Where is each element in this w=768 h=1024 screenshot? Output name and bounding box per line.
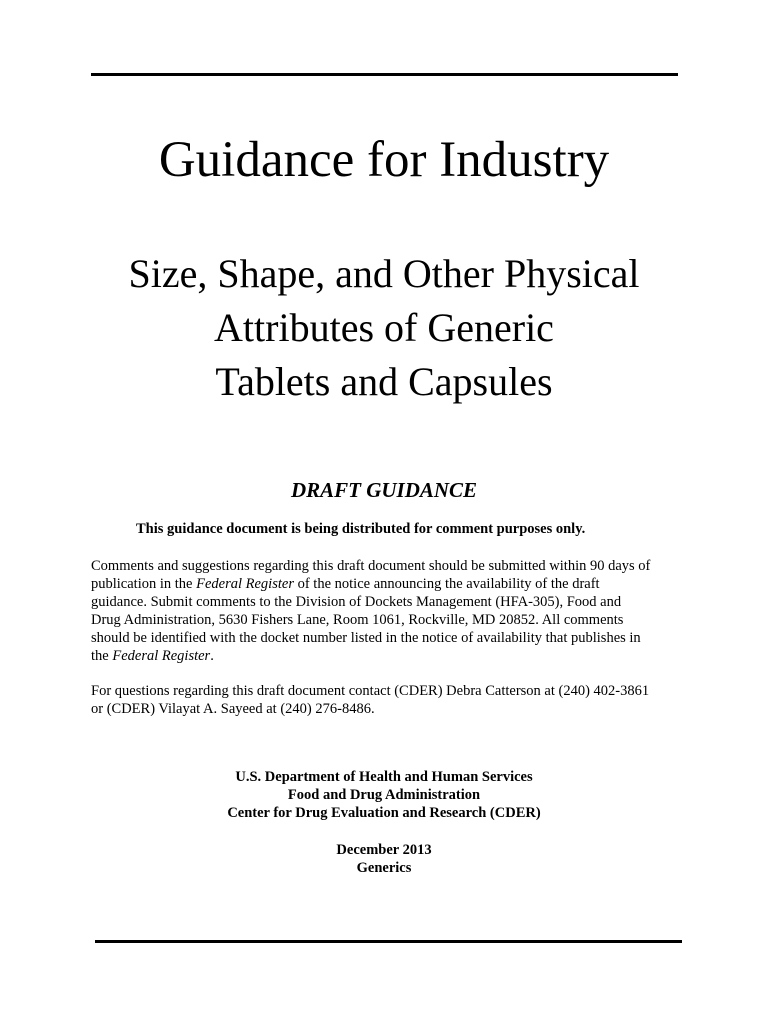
paragraph-line: Comments and suggestions regarding this draft document should be submitted within 90 days of (91, 558, 651, 574)
agency-block (0, 768, 768, 822)
paragraph-line: or (CDER) Vilayat A. Sayeed at (240) 276-8486. (91, 701, 375, 717)
text-segment: publication in the (91, 576, 197, 592)
text-segment: . (210, 648, 214, 664)
subtitle-line: Attributes of Generic (214, 305, 554, 350)
distribution-notice: This guidance document is being distributed for comment purposes only. (136, 521, 586, 537)
agency-line: Food and Drug Administration (287, 787, 481, 803)
text-segment: the (91, 648, 113, 664)
date-block (0, 841, 768, 877)
bottom-rule (95, 940, 682, 943)
paragraph-line: Drug Administration, 5630 Fishers Lane, Room 1061, Rockville, MD 20852. All comments (91, 612, 624, 628)
federal-register-italic: Federal Register (196, 576, 294, 592)
paragraph-line: should be identified with the docket number listed in the notice of availability that publishes in (91, 630, 641, 646)
subtitle-line: Size, Shape, and Other Physical (128, 251, 640, 296)
document-category: Generics (356, 860, 412, 876)
document-subtitle (0, 247, 768, 409)
top-rule (91, 73, 678, 76)
draft-guidance-label: DRAFT GUIDANCE (290, 478, 478, 502)
publication-date: December 2013 (336, 842, 432, 858)
contact-paragraph (91, 682, 691, 718)
text-segment: of the notice announcing the availability of the draft (293, 576, 600, 592)
federal-register-italic: Federal Register (112, 648, 211, 664)
paragraph-line: For questions regarding this draft document contact (CDER) Debra Catterson at (240) 402-3861 (91, 683, 650, 699)
document-title: Guidance for Industry (158, 132, 610, 188)
paragraph-line (91, 647, 691, 665)
agency-line: Center for Drug Evaluation and Research (CDER) (227, 805, 541, 821)
paragraph-line (91, 575, 691, 593)
comments-paragraph (91, 557, 691, 665)
agency-line: U.S. Department of Health and Human Services (235, 769, 533, 785)
subtitle-line: Tablets and Capsules (215, 359, 553, 404)
paragraph-line: guidance. Submit comments to the Division of Dockets Management (HFA-305), Food and (91, 594, 622, 610)
